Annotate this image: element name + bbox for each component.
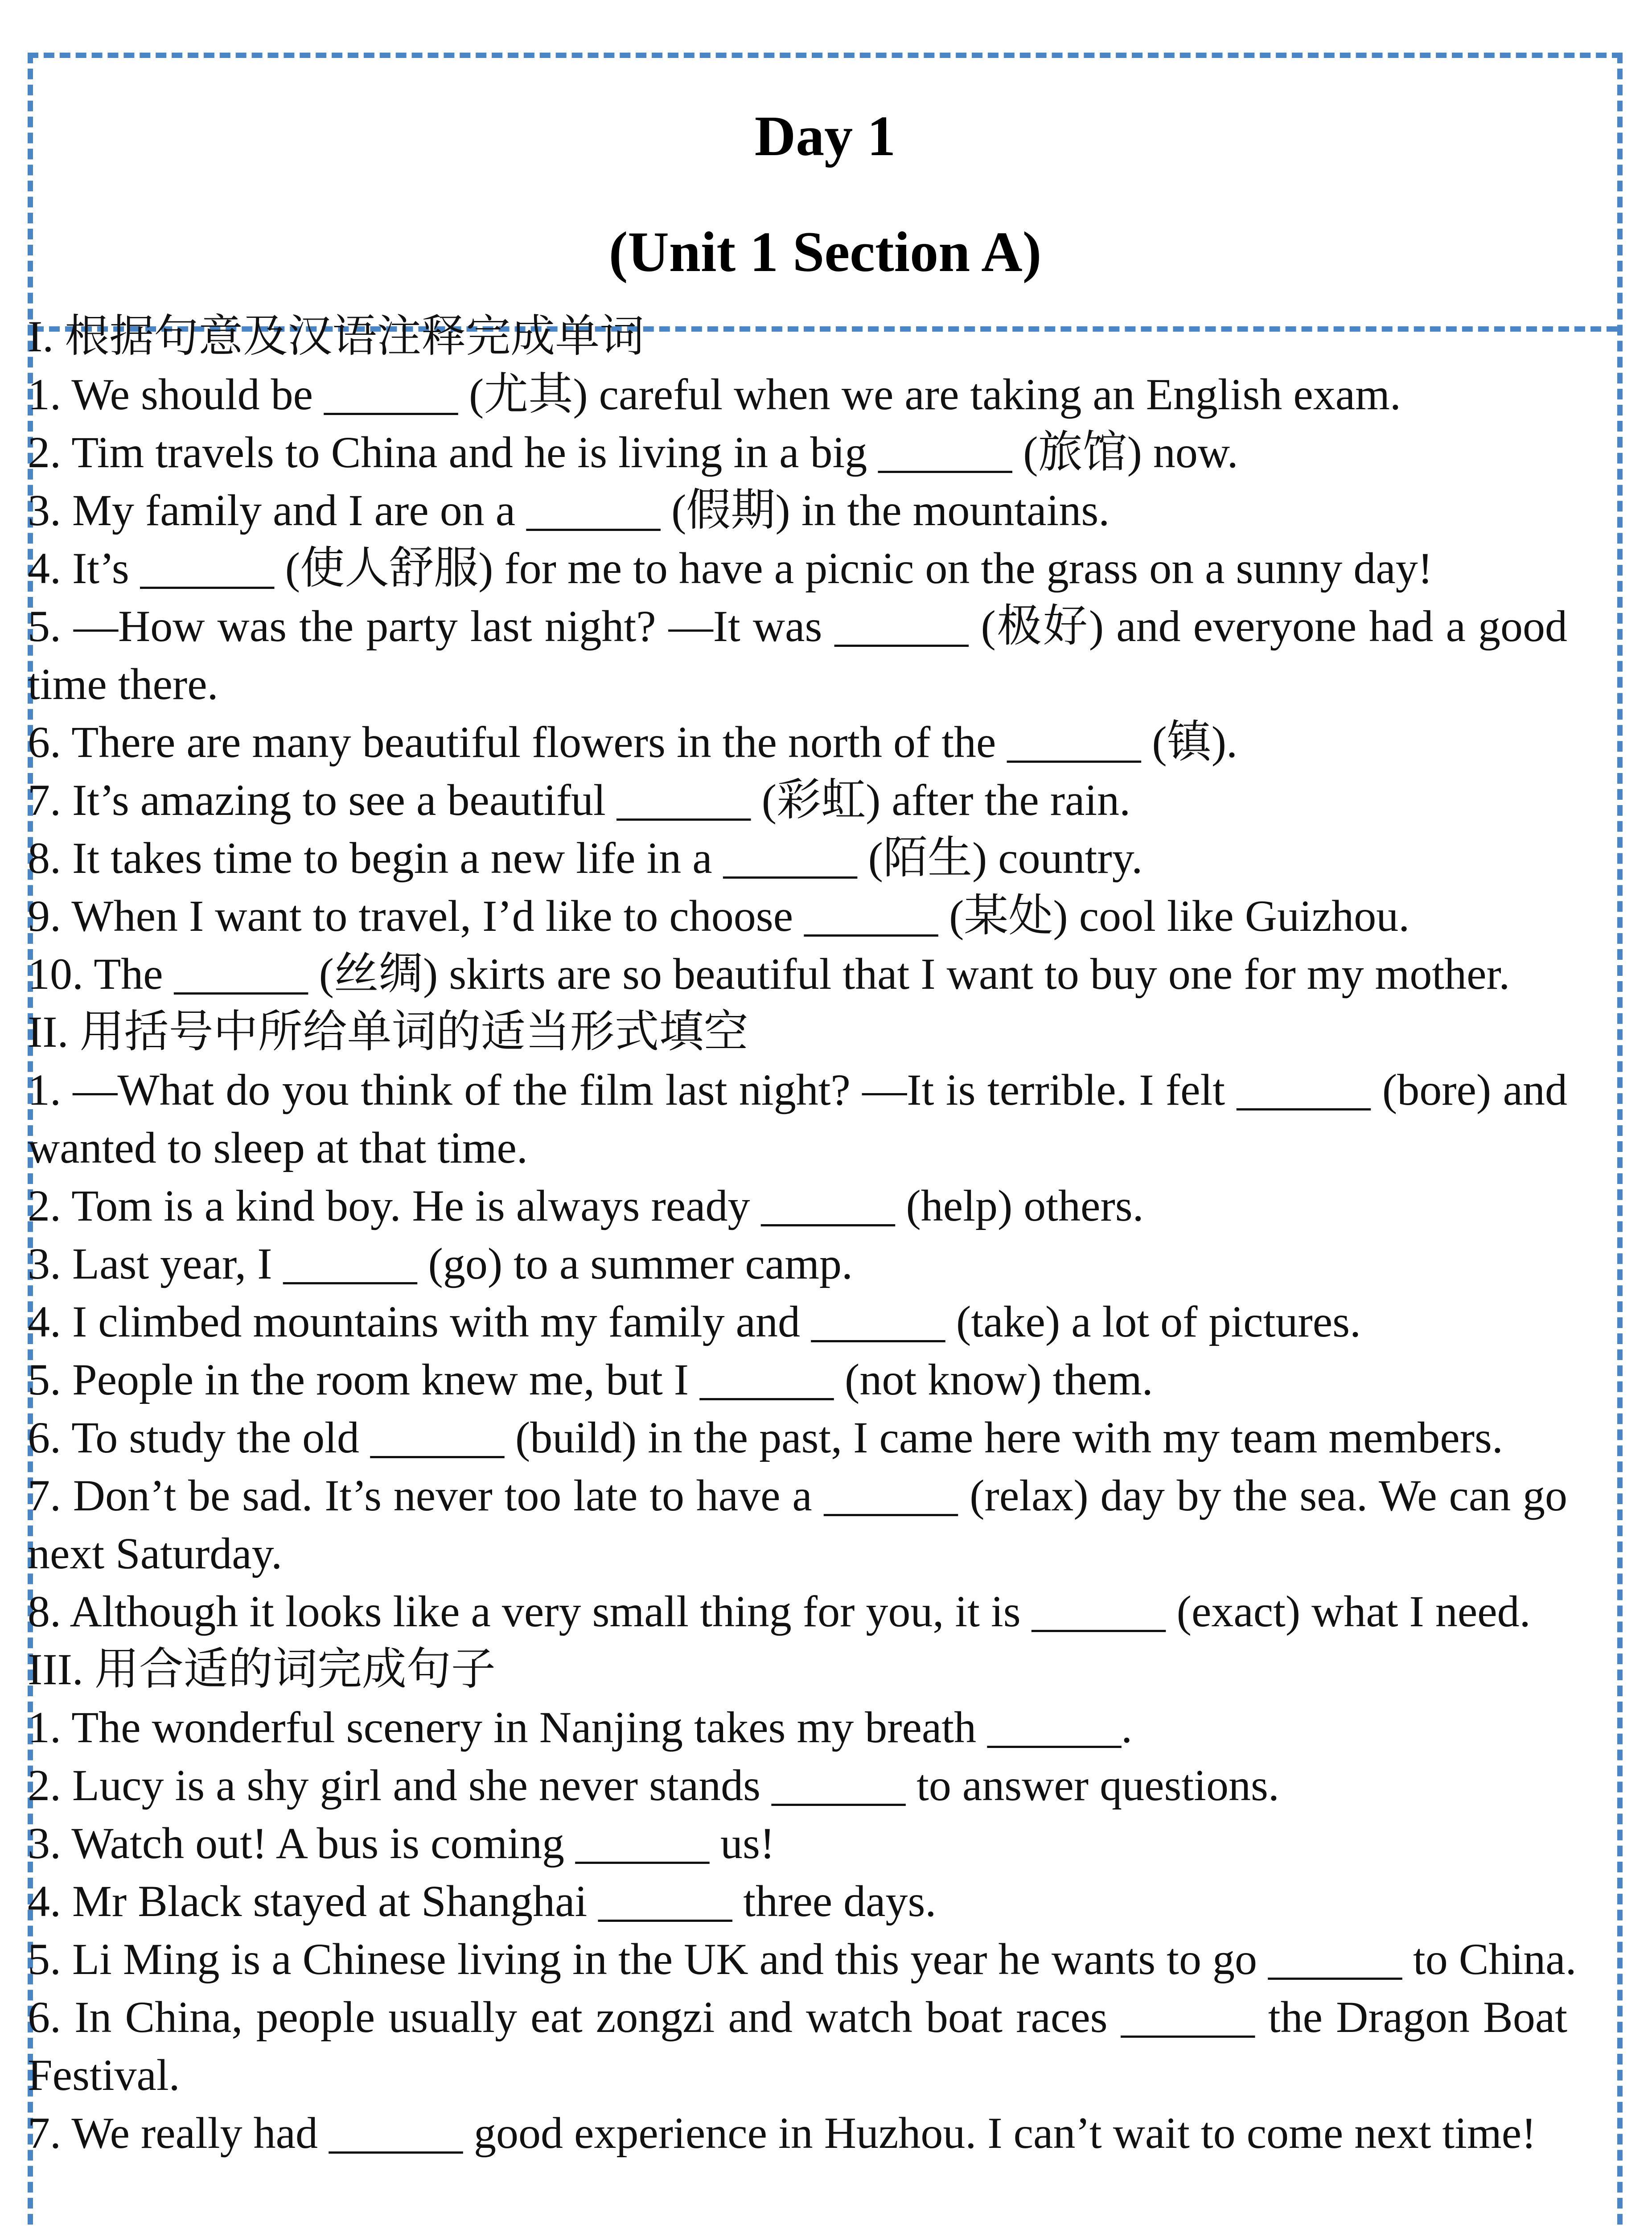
page-subtitle: (Unit 1 Section A) bbox=[608, 220, 1042, 284]
question-line: 3. Last year, I ______ (go) to a summer camp. bbox=[28, 1239, 853, 1288]
section-heading: III. 用合适的词完成句子 bbox=[28, 1645, 496, 1694]
question-continuation: wanted to sleep at that time. bbox=[28, 1123, 528, 1172]
question-line: 4. Mr Black stayed at Shanghai ______ three days. bbox=[28, 1876, 937, 1926]
question-line: 1. The wonderful scenery in Nanjing takes my breath ______. bbox=[28, 1703, 1133, 1752]
section-heading: II. 用括号中所给单词的适当形式填空 bbox=[28, 1007, 748, 1057]
question-line: 5. —How was the party last night? —It was ______ (极好) and everyone had a good bbox=[28, 601, 1567, 651]
question-line: 2. Tim travels to China and he is living in a big ______ (旅馆) now. bbox=[28, 428, 1238, 477]
question-line: 2. Lucy is a shy girl and she never stands ______ to answer questions. bbox=[28, 1760, 1279, 1810]
question-line: 10. The ______ (丝绸) skirts are so beautiful that I want to buy one for my mother. bbox=[28, 949, 1510, 999]
question-line: 7. It’s amazing to see a beautiful ______ (彩虹) after the rain. bbox=[28, 775, 1131, 825]
question-line: 5. Li Ming is a Chinese living in the UK and this year he wants to go ______ to China. bbox=[28, 1934, 1577, 1984]
question-line: 6. In China, people usually eat zongzi and watch boat races ______ the Dragon Boat bbox=[28, 1992, 1567, 2042]
page-title: Day 1 bbox=[754, 104, 896, 168]
question-line: 1. We should be ______ (尤其) careful when we are taking an English exam. bbox=[28, 370, 1401, 419]
question-line: 3. Watch out! A bus is coming ______ us! bbox=[28, 1818, 775, 1868]
question-line: 9. When I want to travel, I’d like to choose ______ (某处) cool like Guizhou. bbox=[28, 891, 1410, 941]
worksheet-header bbox=[33, 58, 1617, 332]
question-line: 6. There are many beautiful flowers in the north of the ______ (镇). bbox=[28, 717, 1238, 767]
question-continuation: next Saturday. bbox=[28, 1529, 283, 1578]
question-line: 5. People in the room knew me, but I ______ (not know) them. bbox=[28, 1355, 1153, 1404]
question-line: 2. Tom is a kind boy. He is always ready ______ (help) others. bbox=[28, 1181, 1144, 1230]
question-line: 1. —What do you think of the film last night? —It is terrible. I felt ______ (bore) and bbox=[28, 1065, 1567, 1114]
question-line: 6. To study the old ______ (build) in the past, I came here with my team members. bbox=[28, 1413, 1503, 1462]
question-continuation: Festival. bbox=[28, 2050, 180, 2100]
question-line: 8. It takes time to begin a new life in a ______ (陌生) country. bbox=[28, 833, 1143, 883]
question-line: 4. I climbed mountains with my family and ______ (take) a lot of pictures. bbox=[28, 1297, 1361, 1346]
worksheet-body bbox=[28, 308, 1577, 2162]
question-line: 4. It’s ______ (使人舒服) for me to have a picnic on the grass on a sunny day! bbox=[28, 543, 1433, 593]
question-line: 7. Don’t be sad. It’s never too late to have a ______ (relax) day by the sea. We can go bbox=[28, 1471, 1567, 1520]
question-line: 3. My family and I are on a ______ (假期) in the mountains. bbox=[28, 485, 1110, 535]
question-continuation: time there. bbox=[28, 659, 218, 709]
question-line: 8. Although it looks like a very small thing for you, it is ______ (exact) what I need. bbox=[28, 1587, 1531, 1636]
question-line: 7. We really had ______ good experience in Huzhou. I can’t wait to come next time! bbox=[28, 2108, 1537, 2158]
section-heading: I. 根据句意及汉语注释完成单词 bbox=[28, 312, 645, 361]
